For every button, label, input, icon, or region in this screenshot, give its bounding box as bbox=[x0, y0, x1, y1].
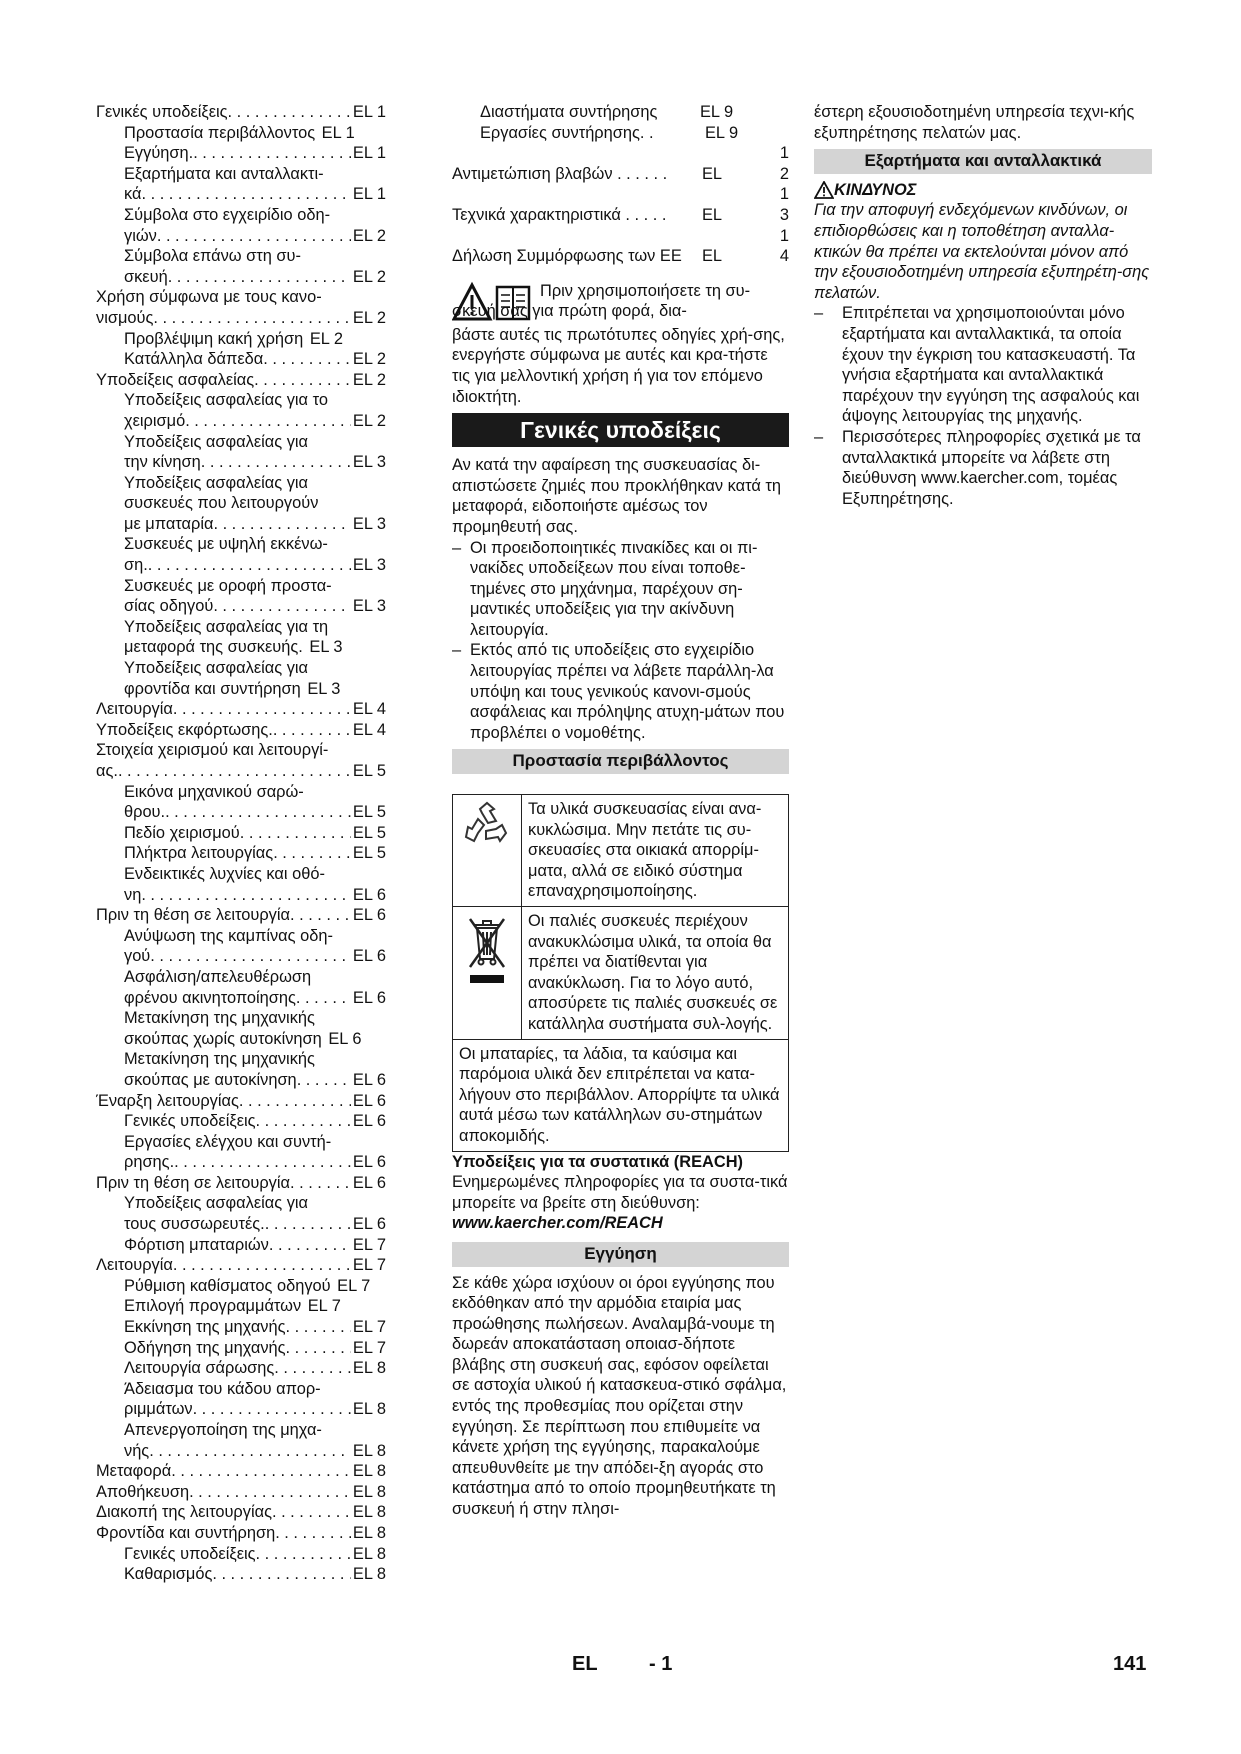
toc-entry-title: ας. bbox=[96, 762, 118, 780]
toc-entry bbox=[96, 761, 386, 782]
toc-leader-dots bbox=[213, 596, 351, 617]
toc-entry-page: EL bbox=[702, 164, 723, 183]
toc-entry bbox=[96, 1379, 386, 1400]
reach-url: www.kaercher.com/REACH bbox=[452, 1214, 663, 1233]
toc-entry bbox=[96, 1029, 386, 1050]
toc-entry-page: EL 3 bbox=[352, 453, 386, 472]
toc-entry-title: Φόρτιση μπαταριών bbox=[124, 1235, 269, 1254]
toc-entry-title: τους συσσωρευτές. bbox=[124, 1215, 265, 1234]
toc-entry bbox=[96, 1420, 386, 1441]
toc-leader-dots bbox=[273, 843, 351, 864]
toc-entry-title: συσκευές που λειτουργούν bbox=[124, 494, 319, 513]
toc-entry bbox=[96, 329, 386, 350]
toc-entry-title: Εικόνα μηχανικού σαρώ- bbox=[124, 782, 304, 801]
toc-entry-page: EL 6 bbox=[352, 1112, 386, 1131]
environment-text-packaging: Τα υλικά συσκευασίας είναι ανα-κυκλώσιμα. Μην πετάτε τις συ-σκευασίες στα οικιακά απορρίμ-ματα, αλλά σε ειδικό σύστημα επαναχρησιμοποίησης. bbox=[522, 795, 789, 907]
toc-entry bbox=[96, 1296, 386, 1317]
toc-leader-dots bbox=[153, 308, 351, 329]
toc-leader-dots bbox=[173, 1255, 351, 1276]
content-column-2 bbox=[452, 102, 789, 1520]
toc-entry-page: EL 8 bbox=[352, 1441, 386, 1460]
toc-entry-title: Ρύθμιση καθίσματος οδηγού bbox=[124, 1276, 331, 1295]
toc-entry bbox=[452, 143, 789, 184]
toc-entry bbox=[96, 1399, 386, 1420]
toc-entry-title: Γενικές υποδείξεις bbox=[124, 1112, 256, 1131]
toc-entry-page: EL bbox=[702, 247, 723, 266]
toc-entry-title: Διακοπή της λειτουργίας bbox=[96, 1503, 272, 1522]
toc-entry-title: Γενικές υποδείξεις bbox=[124, 1544, 256, 1563]
toc-entry bbox=[96, 740, 386, 761]
toc-entry bbox=[96, 864, 386, 885]
toc-entry-title: Μετακίνηση της μηχανικής bbox=[124, 1009, 315, 1028]
toc-entry bbox=[96, 473, 386, 494]
toc-entry-title: με μπαταρία bbox=[124, 514, 214, 533]
toc-entry bbox=[452, 184, 789, 225]
toc-entry bbox=[96, 432, 386, 453]
toc-entry-page-digit: 3 bbox=[779, 205, 789, 224]
toc-entry-title: Εργασίες ελέγχου και συντή- bbox=[124, 1132, 332, 1151]
toc-entry-title: Ενδεικτικές λυχνίες και οθό- bbox=[124, 864, 325, 883]
toc-entry-title: γιών bbox=[124, 226, 157, 245]
toc-entry-title: Πριν τη θέση σε λειτουργία bbox=[96, 1173, 290, 1192]
toc-entry bbox=[96, 246, 386, 267]
toc-entry bbox=[96, 493, 386, 514]
toc-entry bbox=[96, 123, 386, 144]
toc-entry bbox=[96, 287, 386, 308]
toc-entry-page: EL bbox=[702, 205, 723, 224]
toc-leader-dots bbox=[173, 699, 351, 720]
toc-leader-dots bbox=[171, 1461, 351, 1482]
toc-entry-page-digit: 2 bbox=[779, 164, 789, 183]
toc-entry-page: EL 6 bbox=[352, 988, 386, 1007]
toc-entry bbox=[452, 123, 789, 144]
parts-bullet: – Επιτρέπεται να χρησιμοποιούνται μόνο εξαρτήματα και ανταλλακτικά, τα οποία έχουν την έγκριση του κατασκευαστή. Τα γνήσια εξαρτήματα και ανταλλακτικά παρέχουν την εγγύηση της ασφαλούς και άψογης λειτουργίας της μηχανής. bbox=[814, 303, 1152, 427]
toc-entry-page: EL 6 bbox=[352, 1173, 386, 1192]
toc-entry-title: Λειτουργία bbox=[96, 1256, 173, 1275]
toc-entry-page: EL 8 bbox=[352, 1482, 386, 1501]
toc-leader-dots bbox=[274, 1358, 351, 1379]
toc-leader-dots bbox=[189, 1482, 351, 1503]
toc-entry-page: EL 3 bbox=[307, 679, 341, 698]
toc-entry-page: EL 5 bbox=[352, 762, 386, 780]
toc-entry-title: Υποδείξεις ασφαλείας bbox=[96, 370, 255, 389]
toc-entry bbox=[96, 1152, 386, 1173]
toc-entry bbox=[96, 637, 386, 658]
toc-entry-page: EL 2 bbox=[352, 267, 386, 286]
intro-warning-rest: βάστε αυτές τις πρωτότυπες οδηγίες χρή-σης, ενεργήστε σύμφωνα με αυτές και κρα-τήστε τις για μελλοντική χρήση ή για τον επόμενο ιδιοκτήτη. bbox=[452, 325, 785, 406]
toc-entry-title: Λειτουργία bbox=[96, 700, 173, 719]
toc-entry-title: Προβλέψιμη κακή χρήση bbox=[124, 329, 304, 348]
toc-entry-title: κά bbox=[124, 185, 142, 204]
toc-leader-dots bbox=[256, 1544, 351, 1565]
toc-entry-page: EL 2 bbox=[352, 411, 386, 430]
toc-entry bbox=[96, 267, 386, 288]
toc-entry-title: Συσκευές με οροφή προστα- bbox=[124, 576, 332, 595]
toc-entry bbox=[96, 411, 386, 432]
toc-entry-title: γού bbox=[124, 947, 151, 966]
toc-entry-page: EL 3 bbox=[352, 556, 386, 575]
toc-entry bbox=[96, 967, 386, 988]
toc-entry bbox=[96, 885, 386, 906]
toc-entry bbox=[96, 1235, 386, 1256]
toc-entry-title: Εκκίνηση της μηχανής bbox=[124, 1318, 286, 1337]
toc-entry-title: Δήλωση Συμμόρφωσης των ΕΕ bbox=[452, 247, 682, 266]
toc-leader-dots bbox=[193, 1399, 351, 1420]
toc-entry bbox=[452, 102, 789, 123]
toc-entry-title: την κίνηση bbox=[124, 453, 201, 472]
toc-entry-page: EL 8 bbox=[352, 1359, 386, 1378]
toc-entry-title: σκούπας με αυτοκίνηση bbox=[124, 1070, 297, 1089]
toc-entry bbox=[96, 102, 386, 123]
toc-leader-dots bbox=[272, 1502, 351, 1523]
toc-entry-title: Κατάλληλα δάπεδα bbox=[124, 350, 264, 369]
toc-entry-page: EL 9 bbox=[705, 123, 739, 142]
toc-entry bbox=[96, 823, 386, 844]
toc-entry-page: EL 7 bbox=[307, 1297, 341, 1316]
toc-entry-title: Υποδείξεις ασφαλείας για τη bbox=[124, 617, 329, 636]
toc-leader-dots bbox=[212, 1564, 351, 1585]
toc-entry bbox=[96, 988, 386, 1009]
toc-entry-page: EL 7 bbox=[352, 1318, 386, 1337]
toc-entry-title: σκούπας χωρίς αυτοκίνηση bbox=[124, 1029, 322, 1048]
toc-leader-dots bbox=[228, 102, 351, 123]
toc-entry-title: Υποδείξεις ασφαλείας για το bbox=[124, 391, 328, 410]
toc-leader-dots bbox=[185, 411, 351, 432]
toc-leader-dots bbox=[213, 514, 350, 535]
toc-entry-title: Απενεργοποίηση της μηχα- bbox=[124, 1421, 322, 1439]
toc-leader-dots bbox=[275, 1523, 351, 1544]
toc-entry-title: Λειτουργία σάρωσης bbox=[124, 1359, 275, 1378]
toc-entry-title: Οδήγηση της μηχανής bbox=[124, 1338, 286, 1357]
toc-entry-title: νής bbox=[124, 1441, 150, 1460]
toc-entry-page: EL 5 bbox=[352, 803, 386, 822]
toc-column-1 bbox=[96, 102, 386, 1585]
toc-entry-page-digit: 4 bbox=[779, 247, 789, 266]
toc-entry-page: EL 1 bbox=[321, 123, 355, 142]
toc-entry-title: Καθαρισμός bbox=[124, 1565, 213, 1584]
toc-entry bbox=[96, 1564, 386, 1585]
toc-entry-title: Ανύψωση της καμπίνας οδη- bbox=[124, 926, 333, 945]
toc-entry bbox=[96, 1214, 386, 1235]
toc-leader-dots bbox=[193, 143, 351, 164]
environment-text-batteries: Οι μπαταρίες, τα λάδια, τα καύσιμα και παρόμοια υλικά δεν επιτρέπεται να κατα-λήγουν στο περιβάλλον. Απορρίψτε τα υλικά αυτά μέσω των κατάλληλων συ-στημάτων αποκομιδής. bbox=[453, 1039, 789, 1151]
toc-entry bbox=[96, 1441, 386, 1462]
toc-entry-title: Πλήκτρα λειτουργίας bbox=[124, 844, 274, 863]
toc-entry-page: EL 1 bbox=[352, 103, 386, 121]
toc-entry-title: ριμμάτων bbox=[124, 1400, 193, 1419]
toc-leader-dots bbox=[157, 226, 351, 247]
toc-entry-title: χειρισμό bbox=[124, 411, 186, 430]
toc-entry bbox=[96, 226, 386, 247]
toc-entry-page-digit: 1 bbox=[779, 226, 789, 245]
toc-leader-dots bbox=[174, 1152, 351, 1173]
danger-text: Για την αποφυγή ενδεχόμενων κινδύνων, οι επιδιορθώσεις και η τοποθέτηση ανταλλα-κτικών θα πρέπει να εκτελούνται μόνον από την εξουσιοδοτημένη υπηρεσία εξυπηρέτη-σης πελατών. bbox=[814, 201, 1150, 302]
environment-table bbox=[452, 794, 789, 1152]
toc-leader-dots bbox=[269, 1235, 351, 1256]
toc-leader-dots bbox=[265, 1214, 351, 1235]
toc-entry-title: νισμούς bbox=[96, 308, 154, 327]
reach-text: Ενημερωμένες πληροφορίες για τα συστα-τικά μπορείτε να βρείτε στη διεύθυνση: bbox=[452, 1173, 788, 1212]
toc-entry-title: Σύμβολα επάνω στη συ- bbox=[124, 247, 301, 266]
toc-entry-page-digit: 1 bbox=[779, 144, 789, 163]
toc-entry-page: EL 6 bbox=[352, 1091, 386, 1110]
toc-entry-page: EL 8 bbox=[352, 1523, 386, 1542]
toc-entry-title: Υποδείξεις ασφαλείας για bbox=[124, 432, 309, 451]
toc-entry bbox=[96, 1173, 386, 1194]
toc-entry-title: Εξαρτήματα και ανταλλακτι- bbox=[124, 164, 324, 183]
toc-leader-dots bbox=[296, 988, 351, 1009]
toc-entry-title: Τεχνικά χαρακτηριστικά . . . . . bbox=[452, 205, 667, 224]
footer-page-number: 141 bbox=[1113, 1653, 1147, 1675]
toc-continuation bbox=[452, 102, 789, 267]
toc-entry-title: Αντιμετώπιση βλαβών . . . . . . bbox=[452, 164, 668, 183]
toc-entry-page: EL 4 bbox=[352, 720, 386, 739]
toc-entry bbox=[96, 1049, 386, 1070]
toc-entry-page: EL 8 bbox=[352, 1544, 386, 1563]
toc-entry bbox=[96, 205, 386, 226]
toc-entry-page: EL 3 bbox=[352, 597, 386, 616]
toc-entry-title: Υποδείξεις εκφόρτωσης. bbox=[96, 720, 273, 739]
toc-leader-dots bbox=[254, 370, 351, 391]
toc-leader-dots bbox=[239, 1091, 351, 1112]
toc-entry bbox=[452, 226, 789, 267]
toc-entry bbox=[96, 514, 386, 535]
toc-entry bbox=[96, 1544, 386, 1565]
intro-warning-line-1: Πριν χρησιμοποιήσετε τη συ- bbox=[540, 281, 751, 300]
toc-entry bbox=[96, 1008, 386, 1029]
toc-entry-title: Προστασία περιβάλλοντος bbox=[124, 123, 316, 142]
toc-entry bbox=[96, 555, 386, 576]
toc-leader-dots bbox=[150, 946, 351, 967]
warning-triangle-icon bbox=[814, 181, 834, 199]
danger-label: ΚΙΝΔΥΝΟΣ bbox=[834, 180, 917, 199]
toc-entry-page: EL 3 bbox=[352, 514, 386, 533]
toc-entry bbox=[96, 1317, 386, 1338]
toc-entry-title: φρένου ακινητοποίησης bbox=[124, 988, 296, 1007]
toc-entry-title: Σύμβολα στο εγχειρίδιο οδη- bbox=[124, 205, 331, 224]
section-title-parts: Εξαρτήματα και ανταλλακτικά bbox=[814, 149, 1152, 174]
toc-entry bbox=[96, 946, 386, 967]
toc-leader-dots bbox=[141, 885, 351, 906]
toc-entry-page: EL 6 bbox=[352, 1215, 386, 1234]
toc-entry-title: Έναρξη λειτουργίας bbox=[96, 1091, 239, 1110]
toc-entry-title: φροντίδα και συντήρηση bbox=[124, 679, 301, 698]
toc-entry bbox=[96, 843, 386, 864]
toc-entry-page: EL 8 bbox=[352, 1503, 386, 1522]
toc-entry-title: Υποδείξεις ασφαλείας για bbox=[124, 1194, 309, 1213]
toc-entry-title: Άδειασμα του κάδου απορ- bbox=[124, 1379, 321, 1398]
toc-entry-page: EL 6 bbox=[352, 1153, 386, 1172]
toc-entry-page: EL 5 bbox=[352, 823, 386, 842]
toc-entry-title: Συσκευές με υψηλή εκκένω- bbox=[124, 535, 328, 554]
toc-entry bbox=[96, 1132, 386, 1153]
toc-entry bbox=[96, 349, 386, 370]
toc-leader-dots bbox=[286, 1317, 351, 1338]
toc-leader-dots bbox=[263, 349, 351, 370]
toc-entry-page: EL 4 bbox=[352, 700, 386, 719]
toc-entry-page: EL 8 bbox=[352, 1565, 386, 1584]
general-bullet: – Εκτός από τις υποδείξεις στο εγχειρίδιο λειτουργίας πρέπει να λάβετε παράλλη-λα υπόψη και τους γενικούς κανονι-σμούς ασφάλειας και πρόληψης ατυχη-μάτων που προβλέπει ο νομοθέτης. bbox=[452, 640, 789, 743]
intro-warning-line-2: σκευή σας για πρώτη φορά, δια- bbox=[452, 302, 687, 321]
toc-entry-title: Ασφάλιση/απελευθέρωση bbox=[124, 967, 312, 986]
danger-heading bbox=[814, 180, 1152, 201]
toc-entry-page: EL 6 bbox=[328, 1029, 362, 1048]
toc-entry bbox=[96, 679, 386, 700]
toc-leader-dots bbox=[286, 1338, 351, 1359]
toc-entry bbox=[96, 370, 386, 391]
environment-icon-cell bbox=[453, 795, 522, 907]
toc-entry bbox=[96, 1338, 386, 1359]
toc-entry-page: EL 3 bbox=[309, 638, 343, 657]
toc-entry bbox=[96, 452, 386, 473]
toc-entry bbox=[96, 802, 386, 823]
toc-entry bbox=[96, 617, 386, 638]
recycle-icon bbox=[462, 799, 512, 849]
toc-leader-dots bbox=[290, 905, 351, 926]
toc-leader-dots bbox=[297, 1070, 351, 1091]
general-paragraph: Αν κατά την αφαίρεση της συσκευασίας δι-απιστώσετε ζημιές που προκλήθηκαν κατά τη μεταφορά, ειδοποιήστε αμέσως τον προμηθευτή σας. bbox=[452, 456, 781, 536]
toc-entry-title: Εργασίες συντήρησης. . bbox=[480, 123, 654, 142]
toc-entry-title: Φροντίδα και συντήρηση bbox=[96, 1523, 276, 1542]
toc-entry-title: Επιλογή προγραμμάτων bbox=[124, 1297, 302, 1316]
toc-entry bbox=[96, 905, 386, 926]
toc-entry-title: Διαστήματα συντήρησης bbox=[480, 103, 658, 121]
reach-heading: Υποδείξεις για τα συστατικά (REACH) bbox=[452, 1152, 743, 1171]
section-title-general: Γενικές υποδείξεις bbox=[452, 413, 789, 447]
toc-entry-page: EL 9 bbox=[700, 103, 734, 121]
footer-section-number: - 1 bbox=[649, 1653, 673, 1675]
toc-entry-page: EL 2 bbox=[352, 370, 386, 389]
toc-entry bbox=[96, 1091, 386, 1112]
toc-entry-title: μεταφορά της συσκευής. bbox=[124, 638, 303, 657]
toc-leader-dots bbox=[290, 1173, 351, 1194]
toc-entry-title: Υποδείξεις ασφαλείας για bbox=[124, 473, 309, 492]
toc-entry bbox=[96, 184, 386, 205]
toc-leader-dots bbox=[168, 267, 351, 288]
toc-entry-page: EL 8 bbox=[352, 1462, 386, 1481]
toc-entry-title: σκευή bbox=[124, 267, 168, 286]
toc-leader-dots bbox=[118, 761, 351, 782]
toc-entry-page: EL 5 bbox=[352, 844, 386, 863]
toc-entry bbox=[96, 1276, 386, 1297]
toc-entry-title: Γενικές υποδείξεις bbox=[96, 103, 228, 121]
environment-text-old-devices: Οι παλιές συσκευές περιέχουν ανακυκλώσιμα υλικά, τα οποία θα πρέπει να διατίθενται για ανακύκλωση. Για το λόγο αυτό, αποσύρετε τις παλιές συσκευές σε κατάλληλα συστήματα συλ-λογής. bbox=[522, 907, 789, 1040]
toc-leader-dots bbox=[165, 802, 351, 823]
general-bullet: – Οι προειδοποιητικές πινακίδες και οι πι-νακίδες υποδείξεων που είναι τοποθε-τημένες στο μηχάνημα, παρέχουν ση-μαντικές υποδείξεις για την ακίνδυνη λειτουργία. bbox=[452, 538, 789, 641]
toc-entry bbox=[96, 1070, 386, 1091]
toc-entry-page: EL 7 bbox=[337, 1276, 371, 1295]
toc-entry-page: EL 8 bbox=[352, 1400, 386, 1419]
toc-leader-dots bbox=[149, 1441, 351, 1462]
toc-entry-title: νη bbox=[124, 885, 142, 904]
toc-entry bbox=[96, 1358, 386, 1379]
toc-entry bbox=[96, 1193, 386, 1214]
toc-entry-title: σίας οδηγού bbox=[124, 597, 214, 616]
toc-entry bbox=[96, 143, 386, 164]
toc-entry-page: EL 2 bbox=[309, 329, 343, 348]
toc-entry bbox=[96, 390, 386, 411]
toc-leader-dots bbox=[148, 555, 351, 576]
toc-entry bbox=[96, 1255, 386, 1276]
toc-entry-page: EL 2 bbox=[352, 308, 386, 327]
toc-entry bbox=[96, 164, 386, 185]
section-title-environment: Προστασία περιβάλλοντος bbox=[452, 749, 789, 774]
toc-entry bbox=[96, 699, 386, 720]
toc-entry-page: EL 6 bbox=[352, 947, 386, 966]
toc-entry-title: Μετακίνηση της μηχανικής bbox=[124, 1050, 315, 1069]
section-title-warranty: Εγγύηση bbox=[452, 1242, 789, 1267]
environment-icon-cell bbox=[453, 907, 522, 1040]
toc-entry bbox=[96, 1523, 386, 1544]
toc-entry-page-digit: 1 bbox=[779, 185, 789, 204]
toc-entry-page: EL 7 bbox=[352, 1338, 386, 1357]
toc-entry bbox=[96, 1461, 386, 1482]
content-column-3 bbox=[814, 102, 1152, 509]
warranty-continuation: έστερη εξουσιοδοτημένη υπηρεσία τεχνι-κής εξυπηρέτησης πελατών μας. bbox=[814, 103, 1135, 142]
toc-entry bbox=[96, 308, 386, 329]
toc-entry-page: EL 6 bbox=[352, 906, 386, 925]
toc-leader-dots bbox=[240, 823, 351, 844]
toc-entry bbox=[96, 534, 386, 555]
toc-entry-page: EL 2 bbox=[352, 350, 386, 369]
toc-entry-title: Υποδείξεις ασφαλείας για bbox=[124, 659, 309, 678]
parts-bullet: – Περισσότερες πληροφορίες σχετικά με τα ανταλλακτικά μπορείτε να λάβετε στη διεύθυνση www.kaercher.com, τομέας Εξυπηρέτησης. bbox=[814, 427, 1152, 509]
toc-entry-page: EL 7 bbox=[352, 1235, 386, 1254]
warranty-text: Σε κάθε χώρα ισχύουν οι όροι εγγύησης που εκδόθηκαν από την αρμόδια εταιρία μας προώθησης πωλήσεων. Αναλαμβά-νουμε τη δωρεάν αποκατάσταση οποιασ-δήποτε βλάβης στη συσκευή σας, εφόσον οφείλεται σε αστοχία υλικού ή κατασκευα-στικό σφάλμα, εντός της προθεσμίας που ορίζεται στην εγγύηση. Σε περίπτωση που επιθυμείτε να κάνετε χρήση της εγγύησης, παρακαλούμε απευθυνθείτε με την απόδει-ξη αγοράς στο κατάστημα από το οποίο προμηθευτήκατε τη συσκευή ή στην πλησι- bbox=[452, 1273, 787, 1519]
toc-leader-dots bbox=[141, 184, 350, 205]
toc-entry-title: Στοιχεία χειρισμού και λειτουργί- bbox=[96, 741, 329, 760]
toc-entry bbox=[96, 596, 386, 617]
toc-entry-title: Πεδίο χειρισμού bbox=[124, 823, 240, 842]
toc-entry-page: EL 2 bbox=[352, 226, 386, 245]
toc-entry bbox=[96, 1482, 386, 1503]
toc-entry-page: EL 1 bbox=[352, 185, 386, 204]
toc-leader-dots bbox=[273, 720, 351, 741]
toc-entry-page: EL 7 bbox=[352, 1256, 386, 1275]
toc-entry-title: Εγγύηση. bbox=[124, 144, 194, 163]
toc-entry-title: Χρήση σύμφωνα με τους κανο- bbox=[96, 288, 322, 307]
crossed-bin-icon bbox=[462, 911, 512, 991]
toc-entry-title: Πριν τη θέση σε λειτουργία bbox=[96, 906, 290, 925]
toc-leader-dots bbox=[256, 1111, 351, 1132]
footer-language: EL bbox=[572, 1653, 598, 1675]
toc-entry-page: EL 1 bbox=[352, 144, 386, 163]
toc-entry bbox=[96, 1111, 386, 1132]
toc-entry bbox=[96, 1502, 386, 1523]
toc-entry-page: EL 6 bbox=[352, 1070, 386, 1089]
toc-entry-page: EL 6 bbox=[352, 885, 386, 904]
toc-entry bbox=[96, 576, 386, 597]
toc-entry-title: Μεταφορά bbox=[96, 1462, 172, 1481]
toc-entry bbox=[96, 720, 386, 741]
toc-entry bbox=[96, 658, 386, 679]
toc-entry-title: ρησης. bbox=[124, 1153, 175, 1172]
toc-entry-title: Αποθήκευση bbox=[96, 1482, 190, 1501]
toc-entry bbox=[96, 782, 386, 803]
toc-entry-title: θρου. bbox=[124, 803, 166, 822]
toc-entry bbox=[96, 926, 386, 947]
intro-warning bbox=[452, 281, 789, 325]
toc-entry-title: ση. bbox=[124, 556, 148, 575]
toc-leader-dots bbox=[201, 452, 351, 473]
